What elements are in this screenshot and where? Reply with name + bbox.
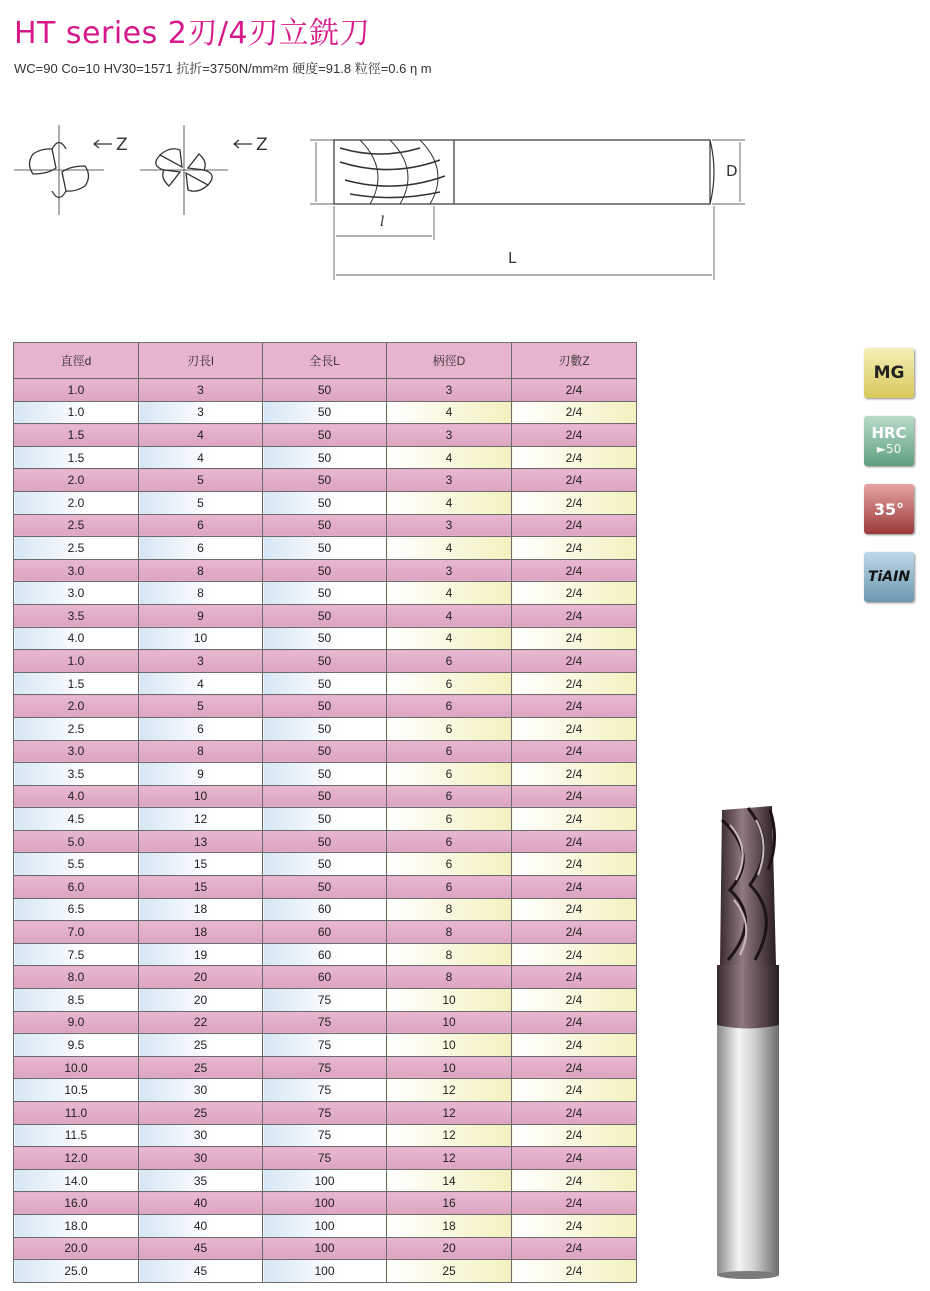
arrow-icon bbox=[234, 140, 252, 148]
table-row bbox=[14, 514, 637, 537]
flutes-cell: 2/4 bbox=[512, 401, 637, 424]
header-overall-length: 全長L bbox=[263, 343, 387, 379]
overall-length-cell: 75 bbox=[263, 1147, 387, 1170]
diameter-cell: 6.0 bbox=[14, 876, 139, 899]
overall-length-cell: 50 bbox=[263, 785, 387, 808]
flute-length-cell: 4 bbox=[139, 424, 263, 447]
overall-length-cell: 100 bbox=[263, 1260, 387, 1283]
table-row bbox=[14, 650, 637, 673]
flute-length-cell: 15 bbox=[139, 853, 263, 876]
diameter-cell: 1.0 bbox=[14, 650, 139, 673]
shank-diameter-cell: 12 bbox=[387, 1102, 512, 1125]
flutes-cell: 2/4 bbox=[512, 876, 637, 899]
shank-diameter-cell: 4 bbox=[387, 491, 512, 514]
header-flutes: 刃數Z bbox=[512, 343, 637, 379]
overall-length-cell: 60 bbox=[263, 943, 387, 966]
flutes-cell: 2/4 bbox=[512, 537, 637, 560]
flutes-cell: 2/4 bbox=[512, 1147, 637, 1170]
diameter-cell: 7.5 bbox=[14, 943, 139, 966]
overall-length-cell: 50 bbox=[263, 582, 387, 605]
diameter-cell: 14.0 bbox=[14, 1169, 139, 1192]
table-row bbox=[14, 446, 637, 469]
overall-length-cell: 50 bbox=[263, 401, 387, 424]
shank-diameter-cell: 6 bbox=[387, 695, 512, 718]
flute-length-cell: 8 bbox=[139, 582, 263, 605]
table-row bbox=[14, 1079, 637, 1102]
arrow-icon bbox=[94, 140, 112, 148]
diameter-cell: 2.0 bbox=[14, 695, 139, 718]
d-label: D bbox=[726, 162, 738, 180]
flutes-cell: 2/4 bbox=[512, 379, 637, 402]
flute-length-cell: 45 bbox=[139, 1237, 263, 1260]
overall-length-cell: 100 bbox=[263, 1237, 387, 1260]
coating-badge bbox=[864, 552, 914, 602]
shank-diameter-cell: 6 bbox=[387, 650, 512, 673]
shank-diameter-cell: 4 bbox=[387, 604, 512, 627]
flutes-cell: 2/4 bbox=[512, 943, 637, 966]
table-row bbox=[14, 1034, 637, 1057]
diameter-cell: 8.5 bbox=[14, 989, 139, 1012]
table-row bbox=[14, 921, 637, 944]
diameter-cell: 3.5 bbox=[14, 604, 139, 627]
overall-length-cell: 100 bbox=[263, 1169, 387, 1192]
mg-badge bbox=[864, 348, 914, 398]
flutes-cell: 2/4 bbox=[512, 1214, 637, 1237]
flute-length-cell: 19 bbox=[139, 943, 263, 966]
shank-diameter-cell: 20 bbox=[387, 1237, 512, 1260]
flute-length-cell: 13 bbox=[139, 830, 263, 853]
flutes-cell: 2/4 bbox=[512, 650, 637, 673]
table-row bbox=[14, 379, 637, 402]
overall-length-cell: 50 bbox=[263, 559, 387, 582]
helix-angle-label: 35° bbox=[873, 499, 905, 519]
diameter-cell: 1.5 bbox=[14, 672, 139, 695]
flute-length-cell: 10 bbox=[139, 785, 263, 808]
flute-length-cell: 6 bbox=[139, 537, 263, 560]
diameter-cell: 3.5 bbox=[14, 763, 139, 786]
shank-diameter-cell: 18 bbox=[387, 1214, 512, 1237]
diameter-cell: 7.0 bbox=[14, 921, 139, 944]
flute-length-cell: 9 bbox=[139, 604, 263, 627]
diameter-cell: 12.0 bbox=[14, 1147, 139, 1170]
flutes-cell: 2/4 bbox=[512, 469, 637, 492]
flute-length-cell: 8 bbox=[139, 559, 263, 582]
flutes-cell: 2/4 bbox=[512, 559, 637, 582]
overall-length-cell: 75 bbox=[263, 1034, 387, 1057]
flute-length-cell: 22 bbox=[139, 1011, 263, 1034]
flutes-cell: 2/4 bbox=[512, 1124, 637, 1147]
flute-length-cell: 30 bbox=[139, 1079, 263, 1102]
diameter-cell: 16.0 bbox=[14, 1192, 139, 1215]
table-row bbox=[14, 1011, 637, 1034]
diameter-cell: 1.0 bbox=[14, 379, 139, 402]
two-flute-end-view bbox=[14, 125, 104, 215]
flute-length-cell: 12 bbox=[139, 808, 263, 831]
flutes-cell: 2/4 bbox=[512, 514, 637, 537]
hrc-badge-label: HRC bbox=[871, 424, 907, 442]
diameter-cell: 10.5 bbox=[14, 1079, 139, 1102]
flutes-cell: 2/4 bbox=[512, 717, 637, 740]
diameter-cell: 3.0 bbox=[14, 740, 139, 763]
diameter-cell: 11.0 bbox=[14, 1102, 139, 1125]
flute-length-cell: 25 bbox=[139, 1102, 263, 1125]
flutes-cell: 2/4 bbox=[512, 853, 637, 876]
diameter-cell: 2.0 bbox=[14, 469, 139, 492]
flute-length-cell: 5 bbox=[139, 491, 263, 514]
table-row bbox=[14, 763, 637, 786]
shank-diameter-cell: 3 bbox=[387, 379, 512, 402]
overall-length-cell: 50 bbox=[263, 876, 387, 899]
helix-angle-badge bbox=[864, 484, 914, 534]
shank-diameter-cell: 6 bbox=[387, 830, 512, 853]
coating-label: TiAIN bbox=[867, 569, 911, 585]
overall-length-cell: 50 bbox=[263, 695, 387, 718]
flutes-cell: 2/4 bbox=[512, 808, 637, 831]
diameter-cell: 1.5 bbox=[14, 446, 139, 469]
diameter-cell: 18.0 bbox=[14, 1214, 139, 1237]
feature-badges bbox=[864, 348, 916, 620]
spec-table bbox=[13, 342, 637, 1283]
shank-diameter-cell: 6 bbox=[387, 853, 512, 876]
overall-length-cell: 50 bbox=[263, 672, 387, 695]
flute-length-cell: 3 bbox=[139, 379, 263, 402]
flutes-cell: 2/4 bbox=[512, 695, 637, 718]
overall-length-cell: 50 bbox=[263, 491, 387, 514]
diameter-cell: 9.0 bbox=[14, 1011, 139, 1034]
table-row bbox=[14, 808, 637, 831]
overall-length-cell: 50 bbox=[263, 446, 387, 469]
shank-diameter-cell: 4 bbox=[387, 582, 512, 605]
table-row bbox=[14, 1056, 637, 1079]
flutes-cell: 2/4 bbox=[512, 830, 637, 853]
shank-diameter-cell: 6 bbox=[387, 763, 512, 786]
diameter-cell: 5.0 bbox=[14, 830, 139, 853]
table-row bbox=[14, 1124, 637, 1147]
flute-length-cell: 30 bbox=[139, 1147, 263, 1170]
diameter-cell: 9.5 bbox=[14, 1034, 139, 1057]
shank-diameter-cell: 3 bbox=[387, 514, 512, 537]
flutes-cell: 2/4 bbox=[512, 491, 637, 514]
flute-length-cell: 25 bbox=[139, 1034, 263, 1057]
table-row bbox=[14, 469, 637, 492]
table-row bbox=[14, 582, 637, 605]
flutes-cell: 2/4 bbox=[512, 1079, 637, 1102]
diameter-cell: 4.5 bbox=[14, 808, 139, 831]
diameter-cell: 11.5 bbox=[14, 1124, 139, 1147]
table-row bbox=[14, 853, 637, 876]
table-row bbox=[14, 1147, 637, 1170]
flutes-cell: 2/4 bbox=[512, 785, 637, 808]
table-header-row bbox=[14, 343, 637, 379]
shank-diameter-cell: 14 bbox=[387, 1169, 512, 1192]
table-row bbox=[14, 717, 637, 740]
shank-diameter-cell: 10 bbox=[387, 1011, 512, 1034]
side-view bbox=[310, 140, 745, 280]
four-flute-end-view bbox=[140, 125, 228, 215]
shank-diameter-cell: 6 bbox=[387, 672, 512, 695]
shank-diameter-cell: 8 bbox=[387, 966, 512, 989]
diameter-cell: 20.0 bbox=[14, 1237, 139, 1260]
flute-length-cell: 9 bbox=[139, 763, 263, 786]
table-row bbox=[14, 830, 637, 853]
table-row bbox=[14, 898, 637, 921]
shank-diameter-cell: 8 bbox=[387, 943, 512, 966]
header-flute-length: 刃長l bbox=[139, 343, 263, 379]
table-row bbox=[14, 491, 637, 514]
flutes-cell: 2/4 bbox=[512, 740, 637, 763]
flutes-cell: 2/4 bbox=[512, 1034, 637, 1057]
overall-length-cell: 100 bbox=[263, 1192, 387, 1215]
flute-length-cell: 15 bbox=[139, 876, 263, 899]
page-title: HT series 2刃/4刃立銑刀 bbox=[14, 16, 371, 51]
mg-badge-label: MG bbox=[873, 363, 905, 383]
flute-length-cell: 8 bbox=[139, 740, 263, 763]
overall-length-cell: 75 bbox=[263, 1011, 387, 1034]
flutes-cell: 2/4 bbox=[512, 921, 637, 944]
flutes-cell: 2/4 bbox=[512, 1011, 637, 1034]
overall-length-cell: 50 bbox=[263, 763, 387, 786]
table-row bbox=[14, 1102, 637, 1125]
table-row bbox=[14, 1169, 637, 1192]
flute-length-cell: 5 bbox=[139, 695, 263, 718]
shank-diameter-cell: 8 bbox=[387, 898, 512, 921]
table-row bbox=[14, 537, 637, 560]
overall-length-cell: 75 bbox=[263, 1056, 387, 1079]
diameter-cell: 2.5 bbox=[14, 537, 139, 560]
overall-length-cell: 75 bbox=[263, 1079, 387, 1102]
shank-diameter-cell: 4 bbox=[387, 627, 512, 650]
overall-length-cell: 60 bbox=[263, 898, 387, 921]
overall-length-cell: 50 bbox=[263, 717, 387, 740]
diameter-cell: 2.0 bbox=[14, 491, 139, 514]
shank-diameter-cell: 4 bbox=[387, 401, 512, 424]
flutes-cell: 2/4 bbox=[512, 627, 637, 650]
flutes-cell: 2/4 bbox=[512, 582, 637, 605]
overall-length-cell: 75 bbox=[263, 989, 387, 1012]
flute-length-cell: 45 bbox=[139, 1260, 263, 1283]
shank-diameter-cell: 10 bbox=[387, 1056, 512, 1079]
flutes-cell: 2/4 bbox=[512, 1192, 637, 1215]
overall-length-cell: 60 bbox=[263, 921, 387, 944]
flutes-cell: 2/4 bbox=[512, 1237, 637, 1260]
diameter-cell: 25.0 bbox=[14, 1260, 139, 1283]
overall-length-cell: 50 bbox=[263, 853, 387, 876]
diameter-cell: 10.0 bbox=[14, 1056, 139, 1079]
flute-length-cell: 10 bbox=[139, 627, 263, 650]
table-row bbox=[14, 740, 637, 763]
overall-length-cell: 50 bbox=[263, 740, 387, 763]
diameter-cell: 2.5 bbox=[14, 717, 139, 740]
table-row bbox=[14, 672, 637, 695]
overall-length-cell: 75 bbox=[263, 1102, 387, 1125]
hrc-badge bbox=[864, 416, 914, 466]
flute-length-cell: 18 bbox=[139, 898, 263, 921]
overall-length-cell: 50 bbox=[263, 379, 387, 402]
overall-length-cell: 50 bbox=[263, 424, 387, 447]
shank-diameter-cell: 6 bbox=[387, 808, 512, 831]
shank-diameter-cell: 8 bbox=[387, 921, 512, 944]
table-row bbox=[14, 401, 637, 424]
flutes-cell: 2/4 bbox=[512, 763, 637, 786]
table-row bbox=[14, 943, 637, 966]
flute-length-cell: 25 bbox=[139, 1056, 263, 1079]
flute-length-cell: 40 bbox=[139, 1192, 263, 1215]
diameter-cell: 6.5 bbox=[14, 898, 139, 921]
end-mill-image bbox=[700, 800, 790, 1280]
material-specs: WC=90 Co=10 HV30=1571 抗折=3750N/mm²m 硬度=91.8 粒徑=0.6 η m bbox=[14, 61, 432, 76]
flute-length-cell: 40 bbox=[139, 1214, 263, 1237]
flutes-cell: 2/4 bbox=[512, 1169, 637, 1192]
flutes-cell: 2/4 bbox=[512, 898, 637, 921]
diameter-cell: 3.0 bbox=[14, 559, 139, 582]
flute-length-cell: 3 bbox=[139, 401, 263, 424]
shank-diameter-cell: 3 bbox=[387, 469, 512, 492]
overall-length-cell: 50 bbox=[263, 627, 387, 650]
table-row bbox=[14, 695, 637, 718]
overall-length-cell: 60 bbox=[263, 966, 387, 989]
table-row bbox=[14, 1237, 637, 1260]
flutes-cell: 2/4 bbox=[512, 1260, 637, 1283]
shank-diameter-cell: 4 bbox=[387, 537, 512, 560]
flute-length-cell: 3 bbox=[139, 650, 263, 673]
table-row bbox=[14, 604, 637, 627]
shank-diameter-cell: 25 bbox=[387, 1260, 512, 1283]
flutes-cell: 2/4 bbox=[512, 424, 637, 447]
header-shank-diameter: 柄徑D bbox=[387, 343, 512, 379]
overall-length-cell: 50 bbox=[263, 604, 387, 627]
tool-drawing bbox=[0, 110, 760, 290]
flutes-cell: 2/4 bbox=[512, 989, 637, 1012]
diameter-cell: 1.5 bbox=[14, 424, 139, 447]
diameter-cell: 4.0 bbox=[14, 627, 139, 650]
overall-length-cell: 50 bbox=[263, 808, 387, 831]
shank-diameter-cell: 12 bbox=[387, 1079, 512, 1102]
flutes-cell: 2/4 bbox=[512, 1056, 637, 1079]
diameter-cell: 2.5 bbox=[14, 514, 139, 537]
overall-length-cell: 50 bbox=[263, 830, 387, 853]
flutes-cell: 2/4 bbox=[512, 672, 637, 695]
L-label: L bbox=[508, 249, 517, 267]
table-row bbox=[14, 627, 637, 650]
table-row bbox=[14, 989, 637, 1012]
shank-diameter-cell: 12 bbox=[387, 1147, 512, 1170]
diameter-cell: 5.5 bbox=[14, 853, 139, 876]
flute-length-cell: 6 bbox=[139, 717, 263, 740]
diameter-cell: 8.0 bbox=[14, 966, 139, 989]
overall-length-cell: 50 bbox=[263, 537, 387, 560]
table-row bbox=[14, 1192, 637, 1215]
flutes-cell: 2/4 bbox=[512, 446, 637, 469]
flutes-cell: 2/4 bbox=[512, 604, 637, 627]
flute-length-cell: 5 bbox=[139, 469, 263, 492]
table-row bbox=[14, 1214, 637, 1237]
overall-length-cell: 100 bbox=[263, 1214, 387, 1237]
flute-length-cell: 35 bbox=[139, 1169, 263, 1192]
shank-diameter-cell: 6 bbox=[387, 876, 512, 899]
flute-length-cell: 30 bbox=[139, 1124, 263, 1147]
hrc-badge-value: ►50 bbox=[876, 442, 902, 456]
shank-diameter-cell: 6 bbox=[387, 785, 512, 808]
table-row bbox=[14, 1260, 637, 1283]
table-row bbox=[14, 785, 637, 808]
overall-length-cell: 50 bbox=[263, 469, 387, 492]
flute-length-cell: 18 bbox=[139, 921, 263, 944]
diameter-cell: 1.0 bbox=[14, 401, 139, 424]
table-row bbox=[14, 966, 637, 989]
diameter-cell: 3.0 bbox=[14, 582, 139, 605]
header-diameter: 直徑d bbox=[14, 343, 139, 379]
flute-length-cell: 20 bbox=[139, 966, 263, 989]
shank-diameter-cell: 3 bbox=[387, 424, 512, 447]
table-row bbox=[14, 876, 637, 899]
overall-length-cell: 50 bbox=[263, 514, 387, 537]
diameter-cell: 4.0 bbox=[14, 785, 139, 808]
flute-length-cell: 4 bbox=[139, 446, 263, 469]
shank-diameter-cell: 10 bbox=[387, 1034, 512, 1057]
flute-length-cell: 20 bbox=[139, 989, 263, 1012]
flute-length-cell: 6 bbox=[139, 514, 263, 537]
l-label: l bbox=[380, 214, 385, 230]
shank-diameter-cell: 6 bbox=[387, 740, 512, 763]
table-row bbox=[14, 559, 637, 582]
shank-diameter-cell: 10 bbox=[387, 989, 512, 1012]
shank-diameter-cell: 12 bbox=[387, 1124, 512, 1147]
overall-length-cell: 75 bbox=[263, 1124, 387, 1147]
z-label-2: Z bbox=[256, 135, 268, 155]
z-label-1: Z bbox=[116, 135, 128, 155]
overall-length-cell: 50 bbox=[263, 650, 387, 673]
flute-length-cell: 4 bbox=[139, 672, 263, 695]
shank-diameter-cell: 6 bbox=[387, 717, 512, 740]
flutes-cell: 2/4 bbox=[512, 1102, 637, 1125]
shank-diameter-cell: 3 bbox=[387, 559, 512, 582]
shank-diameter-cell: 16 bbox=[387, 1192, 512, 1215]
shank-diameter-cell: 4 bbox=[387, 446, 512, 469]
flutes-cell: 2/4 bbox=[512, 966, 637, 989]
table-row bbox=[14, 424, 637, 447]
